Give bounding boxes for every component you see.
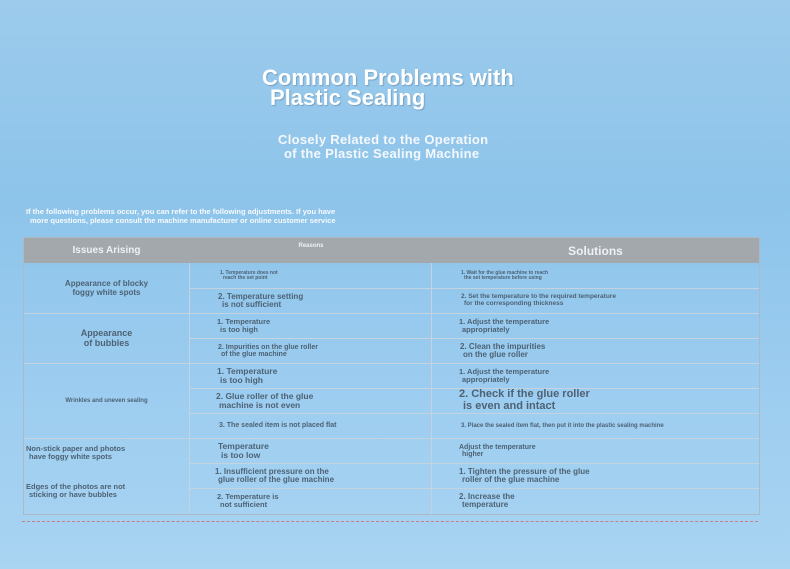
intro-line-1: If the following problems occur, you can refer to the following adjustments. If you have — [26, 207, 336, 216]
solution-line: appropriately — [462, 325, 510, 334]
reason-line: 3. The sealed item is not placed flat — [219, 422, 337, 430]
reason-cell — [215, 464, 425, 488]
reason-line: of the glue machine — [221, 351, 287, 358]
issue-line: Appearance — [80, 328, 133, 339]
solution-cell — [459, 464, 753, 488]
solution-line: roller of the glue machine — [462, 475, 560, 484]
reason-line: 1. Temperature — [217, 317, 271, 327]
reason-cell — [220, 264, 425, 288]
reason-line: reach the set point — [223, 275, 268, 281]
reason-line: machine is not even — [219, 400, 301, 410]
problems-table — [23, 237, 760, 515]
solution-cell — [459, 364, 753, 388]
reason-cell — [217, 489, 425, 513]
issue-line: Non-stick paper and photos — [26, 444, 126, 454]
issue-blocky-spots — [24, 264, 189, 313]
reason-cell — [219, 414, 425, 438]
solution-line: 2. Set the temperature to the required temperature — [461, 293, 616, 301]
subtitle-line-1: Closely Related to the Operation — [278, 132, 489, 147]
issue-line: sticking or have bubbles — [29, 490, 117, 499]
solution-line: 1. Tighten the pressure of the glue — [459, 466, 590, 476]
solution-cell — [461, 289, 753, 313]
reason-cell — [217, 364, 425, 388]
page-title — [262, 65, 622, 110]
title-line-1: Common Problems with — [262, 65, 514, 90]
solution-line: 1. Adjust the temperature — [459, 367, 550, 377]
solution-cell — [460, 339, 753, 363]
reason-line: is too high — [220, 325, 258, 334]
solution-line: 2. Increase the — [459, 491, 515, 501]
reason-line: not sufficient — [220, 500, 268, 509]
issue-line: foggy white spots — [72, 287, 141, 297]
reason-line: 2. Temperature is — [217, 492, 279, 502]
reason-line: is too high — [220, 375, 263, 385]
dashed-divider — [22, 521, 758, 522]
solution-cell — [459, 439, 753, 463]
intro-line-2: more questions, please consult the machine manufacturer or online customer service — [30, 215, 336, 225]
subtitle-line-2: of the Plastic Sealing Machine — [284, 146, 480, 161]
reason-cell — [218, 439, 425, 463]
issue-line: of bubbles — [83, 337, 130, 348]
solution-line: Adjust the temperature — [459, 443, 536, 451]
title-line-2: Plastic Sealing — [270, 85, 426, 110]
issue-bubbles — [24, 314, 189, 363]
solution-line: temperature — [462, 500, 509, 509]
solution-cell — [461, 264, 753, 288]
reason-line: 2. Glue roller of the glue — [216, 391, 314, 402]
issue-wrinkles — [24, 364, 189, 438]
issue-line: Appearance of blocky — [64, 279, 149, 289]
reason-line: glue roller of the glue machine — [218, 475, 335, 484]
page-subtitle — [278, 133, 578, 161]
reason-line: Temperature — [218, 441, 269, 452]
reason-line: 1. Temperature does not — [220, 269, 278, 276]
header-issues: Issues Arising — [72, 245, 141, 256]
reason-cell — [217, 314, 425, 338]
issue-nonstick — [26, 442, 188, 464]
reason-cell — [218, 289, 425, 313]
solution-line: higher — [462, 451, 484, 458]
solution-line: 2. Clean the impurities — [460, 341, 546, 351]
reason-line: is too low — [221, 450, 261, 460]
table-header — [24, 238, 759, 263]
solution-line: on the glue roller — [463, 350, 528, 359]
issue-edges — [26, 480, 188, 502]
issue-line: Edges of the photos are not — [26, 482, 126, 492]
solution-line: 3. Place the sealed item flat, then put it into the plastic sealing machine — [461, 422, 664, 429]
header-solutions: Solutions — [568, 243, 623, 258]
reason-cell — [218, 339, 425, 363]
solution-cell — [459, 489, 753, 513]
solution-line: the set temperature before using — [464, 275, 542, 281]
reason-line: 1. Temperature — [217, 366, 278, 377]
solution-line: appropriately — [462, 375, 510, 384]
solution-line: 1. Wait for the glue machine to reach — [461, 269, 549, 276]
solution-cell — [459, 314, 753, 338]
reason-line: 1. Insufficient pressure on the — [215, 466, 329, 476]
reason-cell — [216, 389, 425, 413]
solution-line: for the corresponding thickness — [464, 300, 564, 307]
header-reasons: Reasons — [298, 243, 324, 249]
solution-cell — [459, 389, 753, 413]
intro-text — [26, 208, 426, 225]
issue-line: Wrinkles and uneven sealing — [65, 397, 148, 404]
solution-line: is even and intact — [463, 400, 556, 412]
solution-cell — [461, 414, 753, 438]
issue-line: have foggy white spots — [29, 452, 112, 461]
reason-line: 2. Temperature setting — [218, 291, 304, 301]
solution-line: 1. Adjust the temperature — [459, 317, 550, 327]
solution-line: 2. Check if the glue roller — [459, 388, 590, 401]
reason-line: is not sufficient — [222, 300, 282, 309]
reason-line: 2. Impurities on the glue roller — [218, 343, 318, 351]
